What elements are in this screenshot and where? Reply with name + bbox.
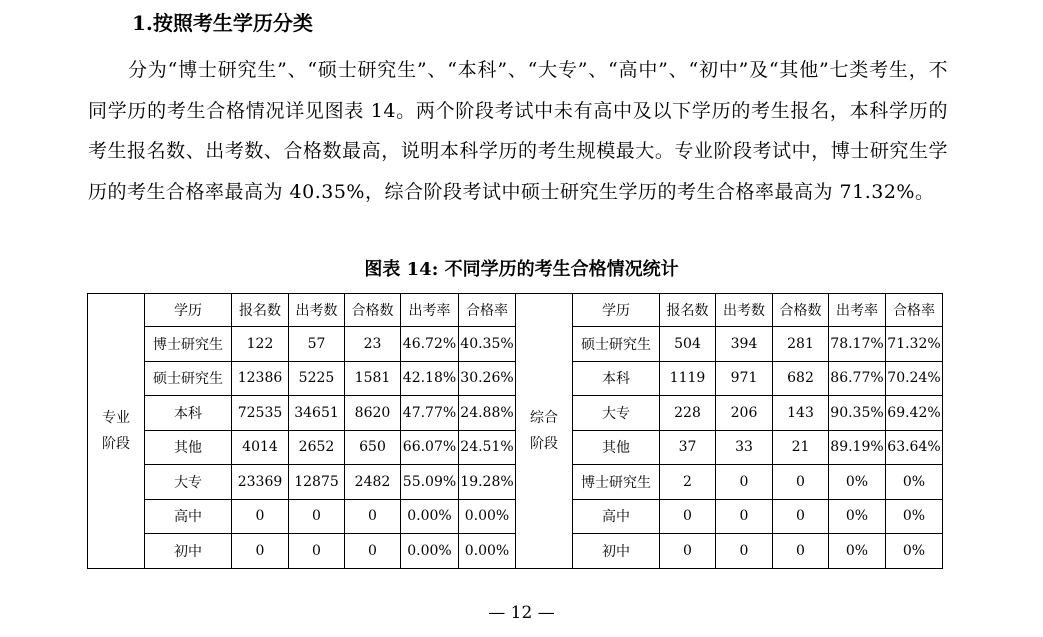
- table-row: [88, 499, 943, 534]
- professional-cell: 650: [345, 430, 401, 465]
- comprehensive-cell: 硕士研究生: [573, 327, 660, 362]
- professional-cell: 初中: [145, 534, 232, 569]
- comprehensive-cell: 0%: [829, 534, 886, 569]
- comprehensive-cell: 0: [660, 534, 716, 569]
- comprehensive-cell: 0%: [886, 465, 943, 500]
- comprehensive-cell: 本科: [573, 361, 660, 396]
- professional-cell: 34651: [289, 396, 345, 431]
- professional-cell: 23369: [232, 465, 289, 500]
- table-row: [88, 534, 943, 569]
- comprehensive-cell: 682: [773, 361, 829, 396]
- body-paragraph: 分为“博士研究生”、“硕士研究生”、“本科”、“大专”、“高中”、“初中”及“其他”七类考生，不同学历的考生合格情况详见图表 14。两个阶段考试中未有高中及以下学历的考生报名，本科学历的考生报名数、出考数、合格数最高，说明本科学历的考生规模最大。专业阶段考试中，博士研究生学历的考生合格率最高为 40.35%，综合阶段考试中硕士研究生学历的考生合格率最高为 71.32%。: [88, 59, 948, 203]
- comprehensive-cell: 其他: [573, 430, 660, 465]
- table-row: [88, 430, 943, 465]
- professional-cell: 0.00%: [401, 499, 459, 534]
- comprehensive-cell: 0: [660, 499, 716, 534]
- professional-cell: 1581: [345, 361, 401, 396]
- col-header-pass-rate: 合格率: [459, 294, 516, 327]
- comprehensive-cell: 971: [716, 361, 773, 396]
- comprehensive-cell: 228: [660, 396, 716, 431]
- comprehensive-cell: 21: [773, 430, 829, 465]
- professional-cell: 40.35%: [459, 327, 516, 362]
- professional-cell: 大专: [145, 465, 232, 500]
- comprehensive-cell: 0: [716, 465, 773, 500]
- professional-cell: 0: [345, 534, 401, 569]
- professional-cell: 0.00%: [401, 534, 459, 569]
- col-header-attended: 出考数: [289, 294, 345, 327]
- page-number: — 12 —: [488, 603, 555, 623]
- comprehensive-cell: 71.32%: [886, 327, 943, 362]
- col-header-attended: 出考数: [716, 294, 773, 327]
- col-header-passed: 合格数: [345, 294, 401, 327]
- section-heading: 1.按照考生学历分类: [132, 11, 313, 35]
- professional-cell: 2652: [289, 430, 345, 465]
- professional-cell: 46.72%: [401, 327, 459, 362]
- col-header-registered: 报名数: [232, 294, 289, 327]
- professional-cell: 122: [232, 327, 289, 362]
- col-header-registered: 报名数: [660, 294, 716, 327]
- comprehensive-cell: 0: [773, 465, 829, 500]
- comprehensive-cell: 70.24%: [886, 361, 943, 396]
- comprehensive-cell: 0: [773, 499, 829, 534]
- professional-cell: 55.09%: [401, 465, 459, 500]
- comprehensive-cell: 0%: [829, 499, 886, 534]
- comprehensive-cell: 90.35%: [829, 396, 886, 431]
- comprehensive-cell: 78.17%: [829, 327, 886, 362]
- comprehensive-cell: 206: [716, 396, 773, 431]
- professional-cell: 23: [345, 327, 401, 362]
- comprehensive-cell: 86.77%: [829, 361, 886, 396]
- comprehensive-cell: 博士研究生: [573, 465, 660, 500]
- comprehensive-cell: 高中: [573, 499, 660, 534]
- table-row: [88, 361, 943, 396]
- professional-cell: 24.88%: [459, 396, 516, 431]
- comprehensive-cell: 0: [716, 499, 773, 534]
- comprehensive-cell: 0: [716, 534, 773, 569]
- professional-cell: 博士研究生: [145, 327, 232, 362]
- professional-cell: 8620: [345, 396, 401, 431]
- comprehensive-cell: 37: [660, 430, 716, 465]
- comprehensive-cell: 初中: [573, 534, 660, 569]
- comprehensive-cell: 281: [773, 327, 829, 362]
- professional-cell: 0.00%: [459, 499, 516, 534]
- professional-cell: 硕士研究生: [145, 361, 232, 396]
- comprehensive-cell: 504: [660, 327, 716, 362]
- comprehensive-cell: 0: [773, 534, 829, 569]
- professional-cell: 0: [232, 534, 289, 569]
- professional-cell: 0: [289, 534, 345, 569]
- comprehensive-cell: 33: [716, 430, 773, 465]
- comprehensive-cell: 0%: [829, 465, 886, 500]
- professional-cell: 57: [289, 327, 345, 362]
- professional-cell: 24.51%: [459, 430, 516, 465]
- col-header-passed: 合格数: [773, 294, 829, 327]
- comprehensive-cell: 89.19%: [829, 430, 886, 465]
- comprehensive-cell: 63.64%: [886, 430, 943, 465]
- table-header-row: [88, 294, 943, 327]
- professional-cell: 66.07%: [401, 430, 459, 465]
- table-row: [88, 396, 943, 431]
- comprehensive-cell: 394: [716, 327, 773, 362]
- col-header-attendance-rate: 出考率: [829, 294, 886, 327]
- col-header-education: 学历: [145, 294, 232, 327]
- comprehensive-cell: 1119: [660, 361, 716, 396]
- professional-cell: 30.26%: [459, 361, 516, 396]
- professional-stage-label: 专业 阶段: [88, 294, 145, 569]
- col-header-education: 学历: [573, 294, 660, 327]
- pass-rate-table: [87, 293, 943, 569]
- professional-cell: 本科: [145, 396, 232, 431]
- comprehensive-cell: 0%: [886, 534, 943, 569]
- col-header-attendance-rate: 出考率: [401, 294, 459, 327]
- table-row: [88, 327, 943, 362]
- table-caption: 图表 14: 不同学历的考生合格情况统计: [364, 259, 679, 280]
- professional-cell: 42.18%: [401, 361, 459, 396]
- professional-cell: 5225: [289, 361, 345, 396]
- professional-cell: 19.28%: [459, 465, 516, 500]
- professional-cell: 高中: [145, 499, 232, 534]
- comprehensive-cell: 0%: [886, 499, 943, 534]
- table-row: [88, 465, 943, 500]
- comprehensive-stage-label: 综合 阶段: [516, 294, 573, 569]
- professional-cell: 其他: [145, 430, 232, 465]
- comprehensive-cell: 大专: [573, 396, 660, 431]
- professional-cell: 0: [289, 499, 345, 534]
- professional-cell: 72535: [232, 396, 289, 431]
- professional-cell: 0.00%: [459, 534, 516, 569]
- professional-cell: 12386: [232, 361, 289, 396]
- professional-cell: 4014: [232, 430, 289, 465]
- comprehensive-cell: 2: [660, 465, 716, 500]
- professional-cell: 47.77%: [401, 396, 459, 431]
- professional-cell: 0: [232, 499, 289, 534]
- comprehensive-cell: 69.42%: [886, 396, 943, 431]
- professional-cell: 0: [345, 499, 401, 534]
- comprehensive-cell: 143: [773, 396, 829, 431]
- professional-cell: 2482: [345, 465, 401, 500]
- professional-cell: 12875: [289, 465, 345, 500]
- col-header-pass-rate: 合格率: [886, 294, 943, 327]
